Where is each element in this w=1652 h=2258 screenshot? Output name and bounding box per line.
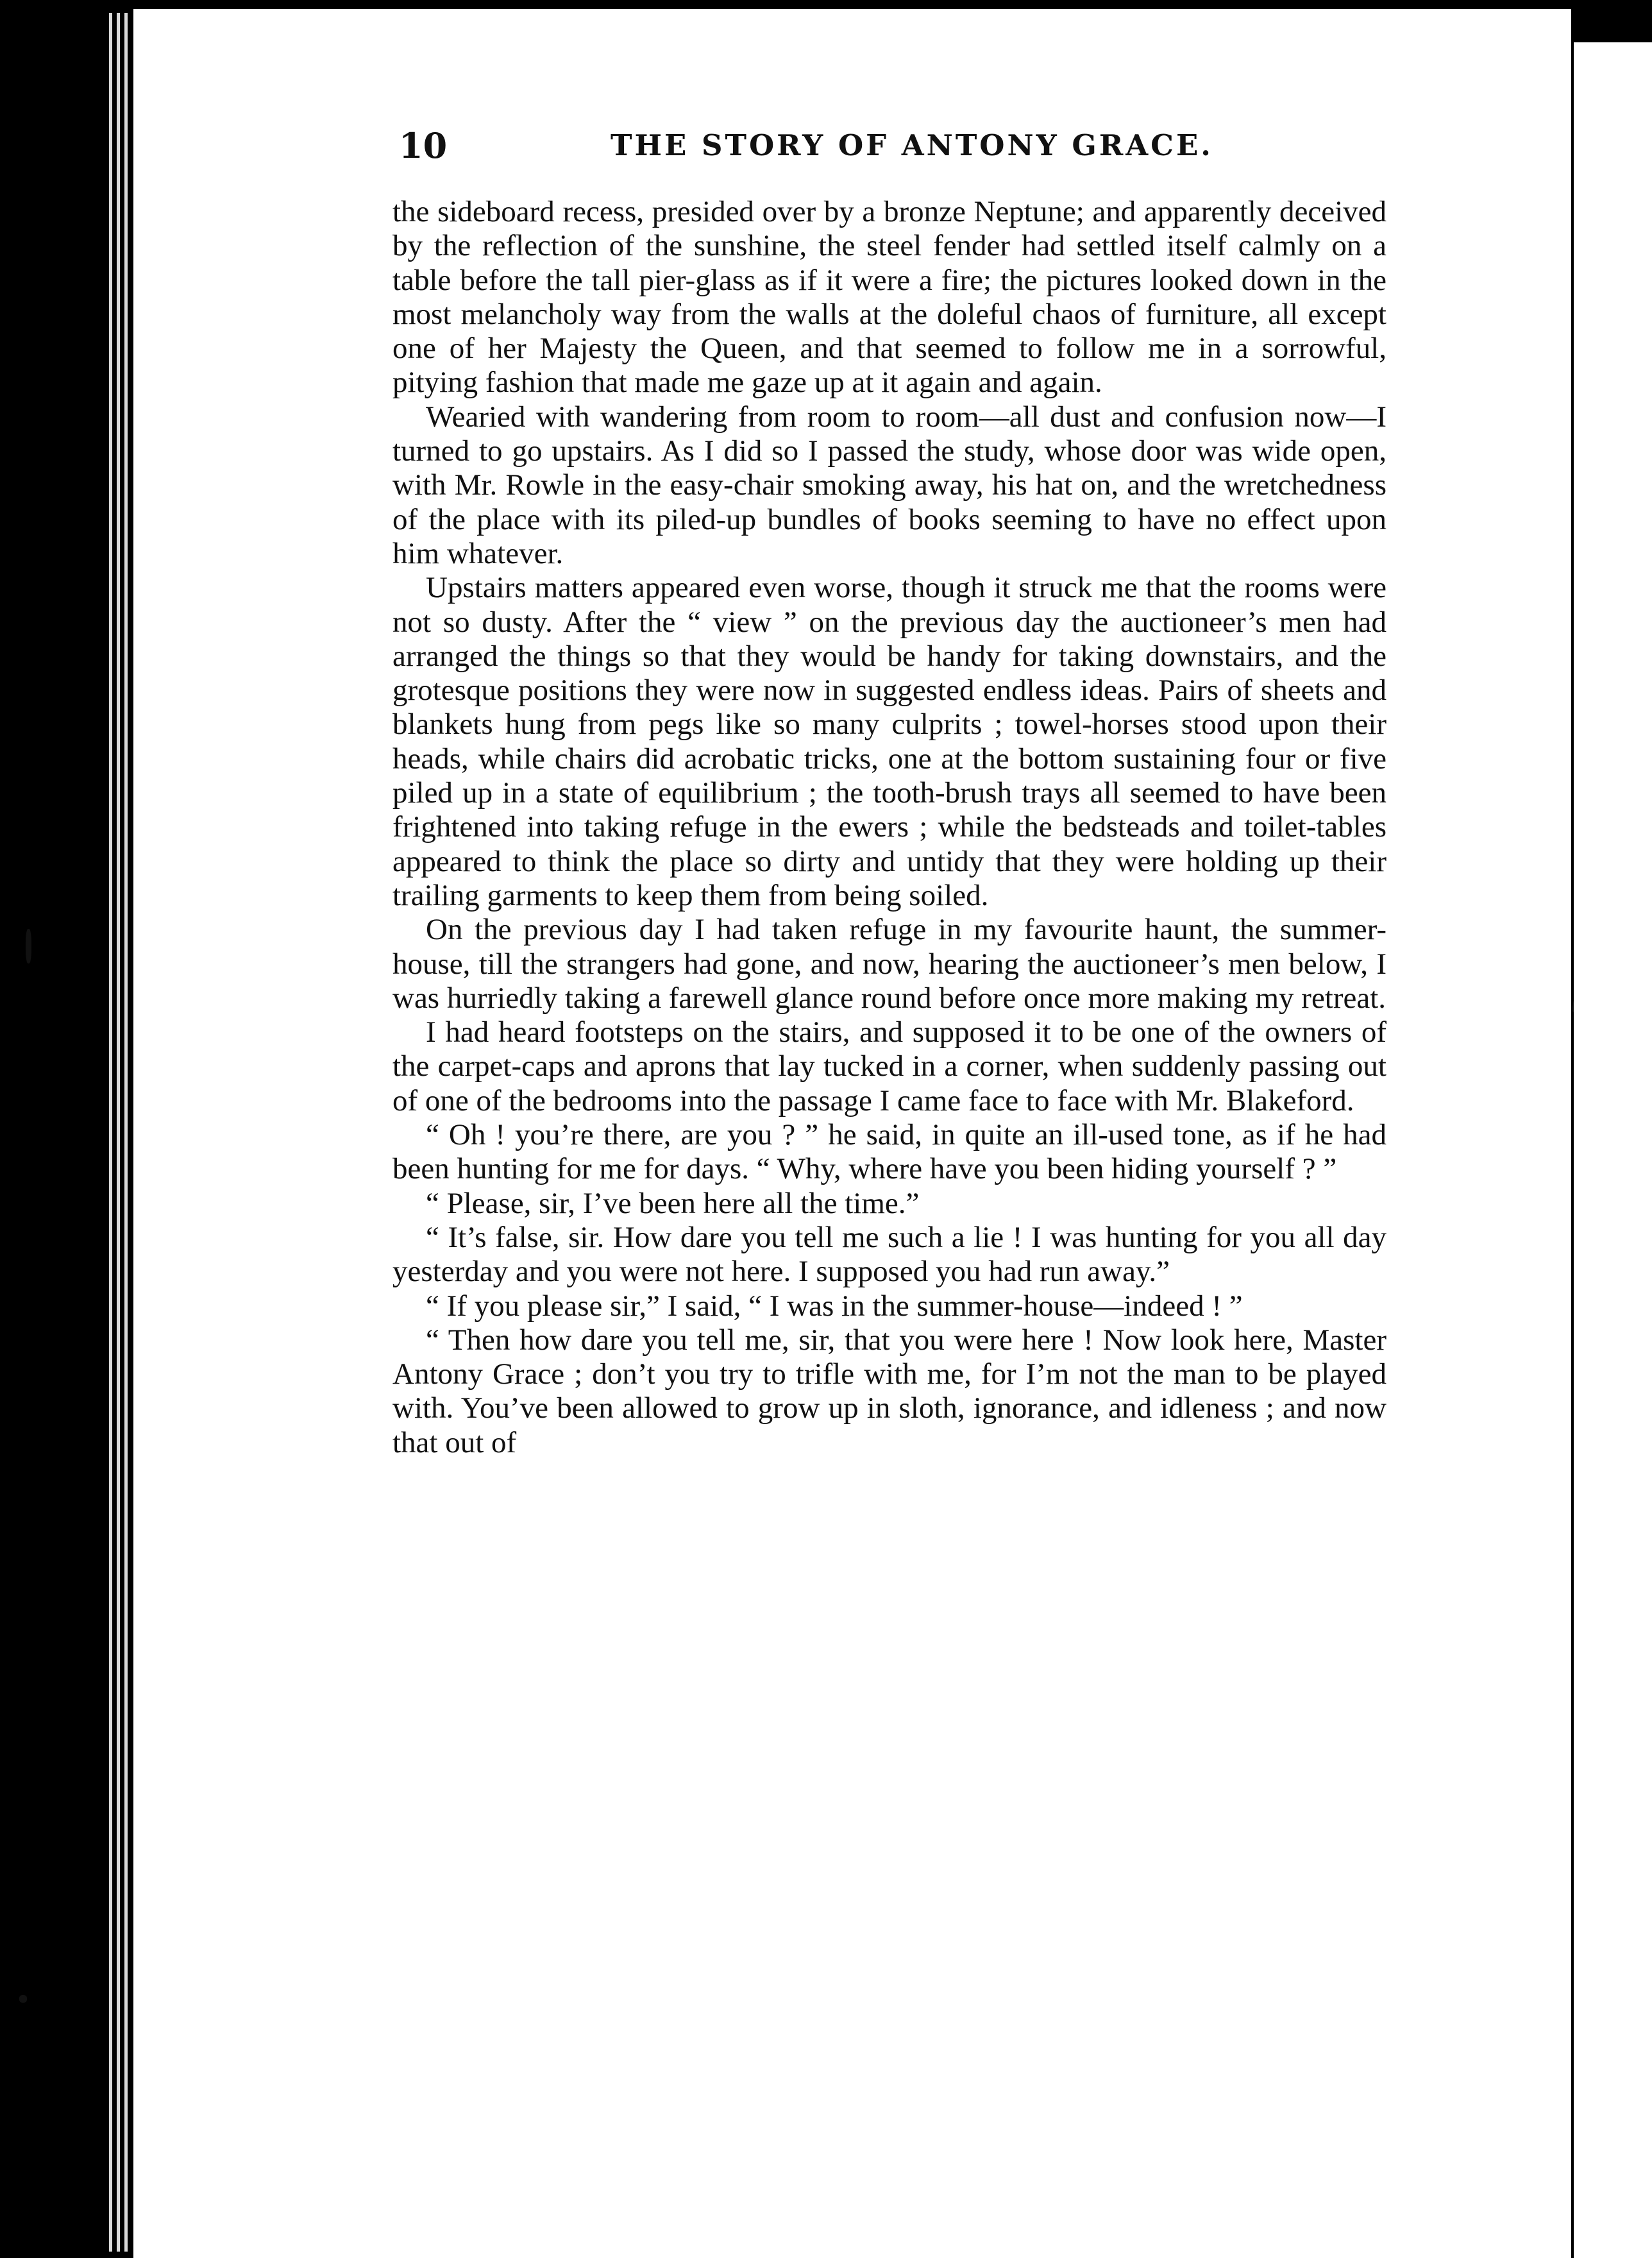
page-edge-strip — [109, 13, 112, 2252]
paragraph: “ Then how dare you tell me, sir, that you were here ! Now look here, Master Antony Grace ; don’t you try to trifle with me, for I’m not the man to be played with. You’ve been allowed to grow up in sloth, ignorance, and idleness ; and now that out of — [392, 1323, 1386, 1459]
page-edge-strip — [117, 13, 120, 2252]
paragraph: the sideboard recess, presided over by a bronze Neptune; and apparently deceived by the reflection of the sunshine, the steel fender had settled itself calmly on a table before the tall pier-glass as if it were a fire; the pictures looked down in the most melancholy way from the walls at the doleful chaos of furniture, all except one of her Majesty the Queen, and that seemed to follow me in a sorrowful, pitying fashion that made me gaze up at it again and again. — [392, 195, 1386, 400]
paragraph: “ Oh ! you’re there, are you ? ” he said, in quite an ill-used tone, as if he had been hunting for me for days. “ Why, where have you been hiding yourself ? ” — [392, 1118, 1386, 1186]
scan-speck — [19, 1995, 27, 2003]
paragraph: Upstairs matters appeared even worse, though it struck me that the rooms were not so dusty. After the “ view ” on the previous day the auctioneer’s men had arranged the things so that they would be handy for taking downstairs, and the grotesque positions they were now in suggested endless ideas. Pairs of sheets and blankets hung from pegs like so many culprits ; towel-horses stood upon their heads, while chairs did acrobatic tricks, one at the bottom sustaining four or five piled up in a state of equilibrium ; the tooth-brush trays all seemed to have been frightened into taking refuge in the ewers ; while the bedsteads and toilet-tables appeared to think the place so dirty and untidy that they were holding up their trailing garments to keep them from being soiled. — [392, 571, 1386, 912]
page-header — [399, 123, 1399, 168]
page-number: 10 — [399, 125, 448, 166]
paragraph: On the previous day I had taken refuge in my favourite haunt, the summer-house, till the strangers had gone, and now, hearing the auctioneer’s men below, I was hurriedly taking a farewell glance round before once more making my retreat. — [392, 913, 1386, 1015]
paragraph: “ If you please sir,” I said, “ I was in the summer-house—indeed ! ” — [426, 1289, 1243, 1323]
page-edge-strip — [124, 13, 128, 2252]
scan-speck — [26, 929, 31, 963]
paragraph: “ It’s false, sir. How dare you tell me such a lie ! I was hunting for you all day yesterday and you were not here. I supposed you had run away.” — [392, 1220, 1386, 1289]
paragraph: Wearied with wandering from room to room—all dust and confusion now—I turned to go upstairs. As I did so I passed the study, whose door was wide open, with Mr. Rowle in the easy-chair smoking away, his hat on, and the wretchedness of the place with its piled-up bundles of books seeming to have no effect upon him whatever. — [392, 400, 1386, 570]
facing-page-edge — [1574, 42, 1652, 2258]
paragraph: I had heard footsteps on the stairs, and supposed it to be one of the owners of the carpet-caps and aprons that lay tucked in a corner, when suddenly passing out of one of the bedrooms into the passage I came face to face with Mr. Blakeford. — [392, 1015, 1386, 1117]
running-head: THE STORY OF ANTONY GRACE. — [611, 128, 1213, 162]
body-text — [392, 195, 1386, 1460]
paragraph: “ Please, sir, I’ve been here all the time.” — [426, 1186, 920, 1220]
